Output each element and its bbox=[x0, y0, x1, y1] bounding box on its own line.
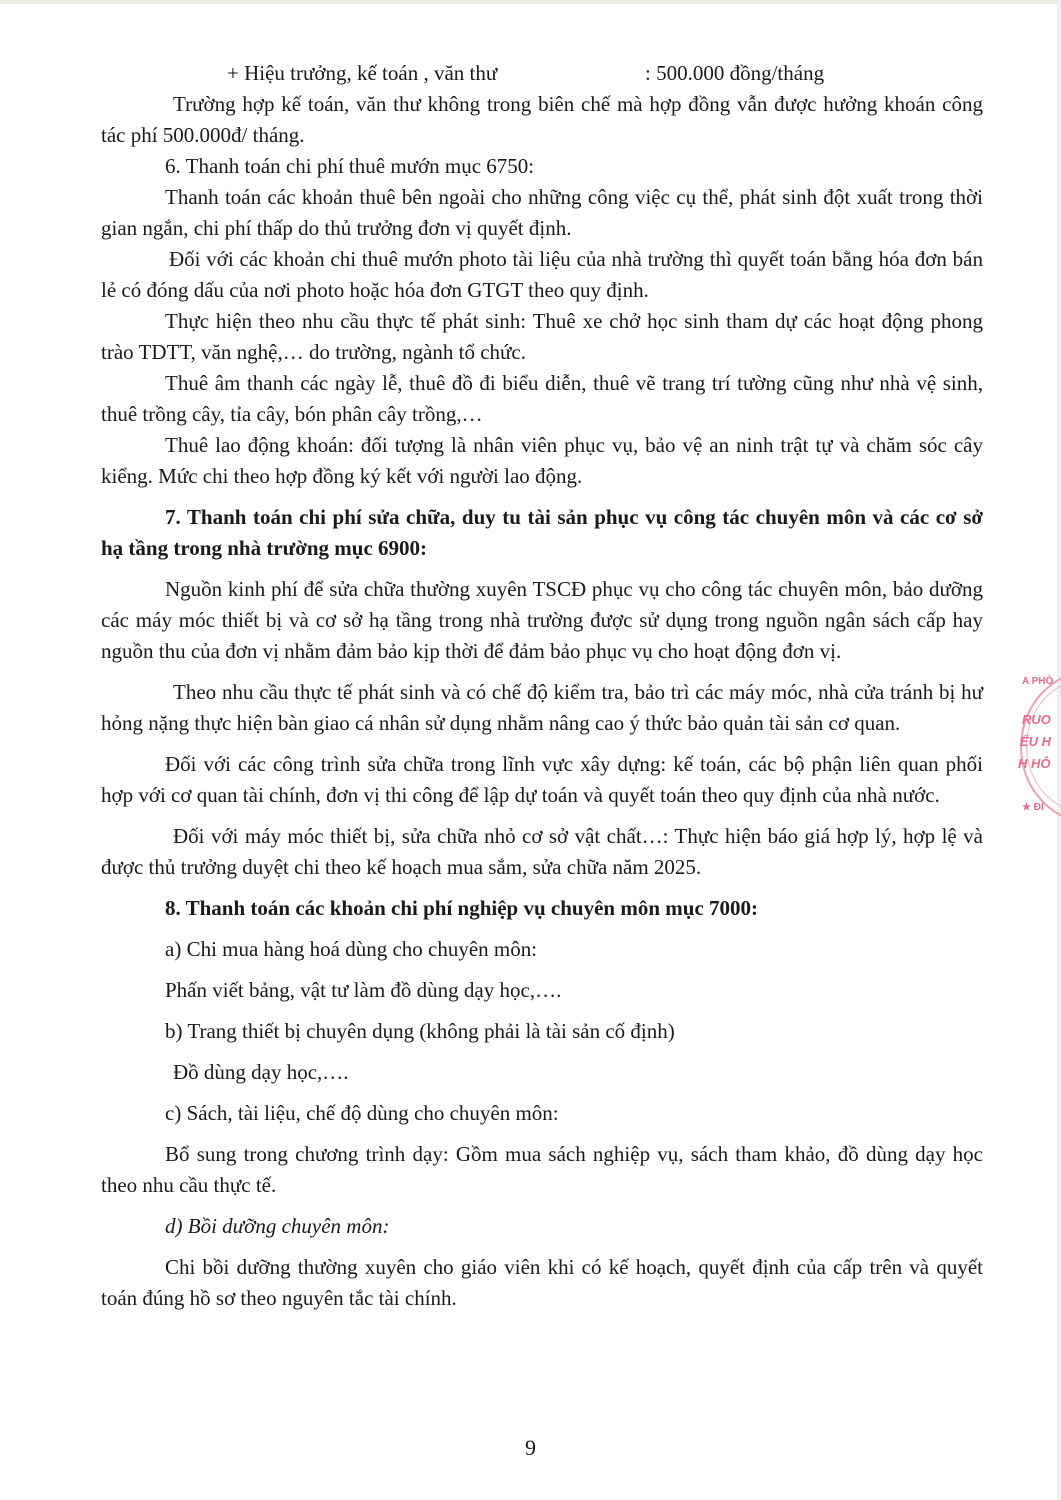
paragraph: Phấn viết bảng, vật tư làm đồ dùng dạy học,…. bbox=[165, 978, 562, 1002]
paragraph: Đối với các công trình sửa chữa trong lĩnh vực xây dựng: kế toán, các bộ phận liên quan phối hợp với cơ quan tài chính, đơn vị thi công để lập dự toán và quyết toán theo quy định của nhà nước. bbox=[101, 752, 983, 807]
list-item: d) Bồi dưỡng chuyên môn: bbox=[165, 1214, 390, 1238]
allowance-line bbox=[101, 58, 983, 89]
stamp-text: ỂU H bbox=[1020, 734, 1052, 749]
list-item: c) Sách, tài liệu, chế độ dùng cho chuyên môn: bbox=[165, 1101, 559, 1125]
paragraph: Thanh toán các khoản thuê bên ngoài cho những công việc cụ thể, phát sinh đột xuất trong thời gian ngắn, chi phí thấp do thủ trưởng đơn vị quyết định. bbox=[101, 185, 983, 240]
stamp-text: RUO bbox=[1022, 712, 1051, 727]
paragraph: Thuê lao động khoán: đối tượng là nhân viên phục vụ, bảo vệ an ninh trật tự và chăm sóc cây kiểng. Mức chi theo hợp đồng ký kết với người lao động. bbox=[101, 433, 983, 488]
document-body bbox=[101, 58, 983, 1314]
paragraph: Nguồn kinh phí để sửa chữa thường xuyên TSCĐ phục vụ cho công tác chuyên môn, bảo dưỡng các máy móc thiết bị và cơ sở hạ tầng trong nhà trường được sử dụng trong nguồn ngân sách cấp hay nguồn thu của đơn vị nhằm đảm bảo kịp thời để đảm bảo phục vụ cho hoạt động đơn vị. bbox=[101, 577, 983, 663]
section-heading-7: 7. Thanh toán chi phí sửa chữa, duy tu tài sản phục vụ công tác chuyên môn và các cơ sở hạ tầng trong nhà trường mục 6900: bbox=[101, 505, 983, 560]
allowance-label: + Hiệu trưởng, kế toán , văn thư bbox=[227, 61, 498, 85]
scan-top-edge bbox=[0, 0, 1061, 4]
list-item: b) Trang thiết bị chuyên dụng (không phải là tài sản cố định) bbox=[165, 1019, 675, 1043]
red-stamp-fragment bbox=[1014, 664, 1061, 829]
paragraph: Đối với máy móc thiết bị, sửa chữa nhỏ cơ sở vật chất…: Thực hiện báo giá hợp lý, hợp lệ và được thủ trưởng duyệt chi theo kế hoạch mua sắm, sửa chữa năm 2025. bbox=[101, 824, 983, 879]
paragraph: Thuê âm thanh các ngày lễ, thuê đồ đi biểu diễn, thuê vẽ trang trí tường cũng như nhà vệ sinh, thuê trồng cây, tỉa cây, bón phân cây trồng,… bbox=[101, 371, 983, 426]
paragraph: Thực hiện theo nhu cầu thực tế phát sinh: Thuê xe chở học sinh tham dự các hoạt động phong trào TDTT, văn nghệ,… do trường, ngành tổ chức. bbox=[101, 309, 983, 364]
stamp-text: ★ ĐI bbox=[1022, 802, 1044, 813]
paragraph: Bổ sung trong chương trình dạy: Gồm mua sách nghiệp vụ, sách tham khảo, đồ dùng dạy học theo nhu cầu thực tế. bbox=[101, 1142, 983, 1197]
paragraph: Đối với các khoản chi thuê mướn photo tài liệu của nhà trường thì quyết toán bằng hóa đơn bán lẻ có đóng dấu của nơi photo hoặc hóa đơn GTGT theo quy định. bbox=[101, 247, 983, 302]
list-item: a) Chi mua hàng hoá dùng cho chuyên môn: bbox=[165, 937, 538, 961]
section-heading-8: 8. Thanh toán các khoản chi phí nghiệp vụ chuyên môn mục 7000: bbox=[165, 896, 759, 920]
paragraph: Trường hợp kế toán, văn thư không trong biên chế mà hợp đồng vẫn được hưởng khoán công tác phí 500.000đ/ tháng. bbox=[101, 92, 983, 147]
page-number: 9 bbox=[525, 1435, 536, 1460]
paragraph: Chi bồi dưỡng thường xuyên cho giáo viên khi có kế hoạch, quyết định của cấp trên và quyết toán đúng hồ sơ theo nguyên tắc tài chính. bbox=[101, 1255, 983, 1310]
allowance-value: : 500.000 đồng/tháng bbox=[645, 61, 825, 85]
stamp-text: H HÔ bbox=[1018, 756, 1051, 771]
stamp-text: A PHÒ bbox=[1022, 676, 1054, 687]
paragraph: Theo nhu cầu thực tế phát sinh và có chế độ kiểm tra, bảo trì các máy móc, nhà cửa tránh bị hư hỏng nặng thực hiện bàn giao cá nhân sử dụng nhằm nâng cao ý thức bảo quản tài sản cơ quan. bbox=[101, 680, 983, 735]
paragraph: Đồ dùng dạy học,…. bbox=[173, 1060, 349, 1084]
section-heading-6: 6. Thanh toán chi phí thuê mướn mục 6750: bbox=[165, 154, 535, 178]
